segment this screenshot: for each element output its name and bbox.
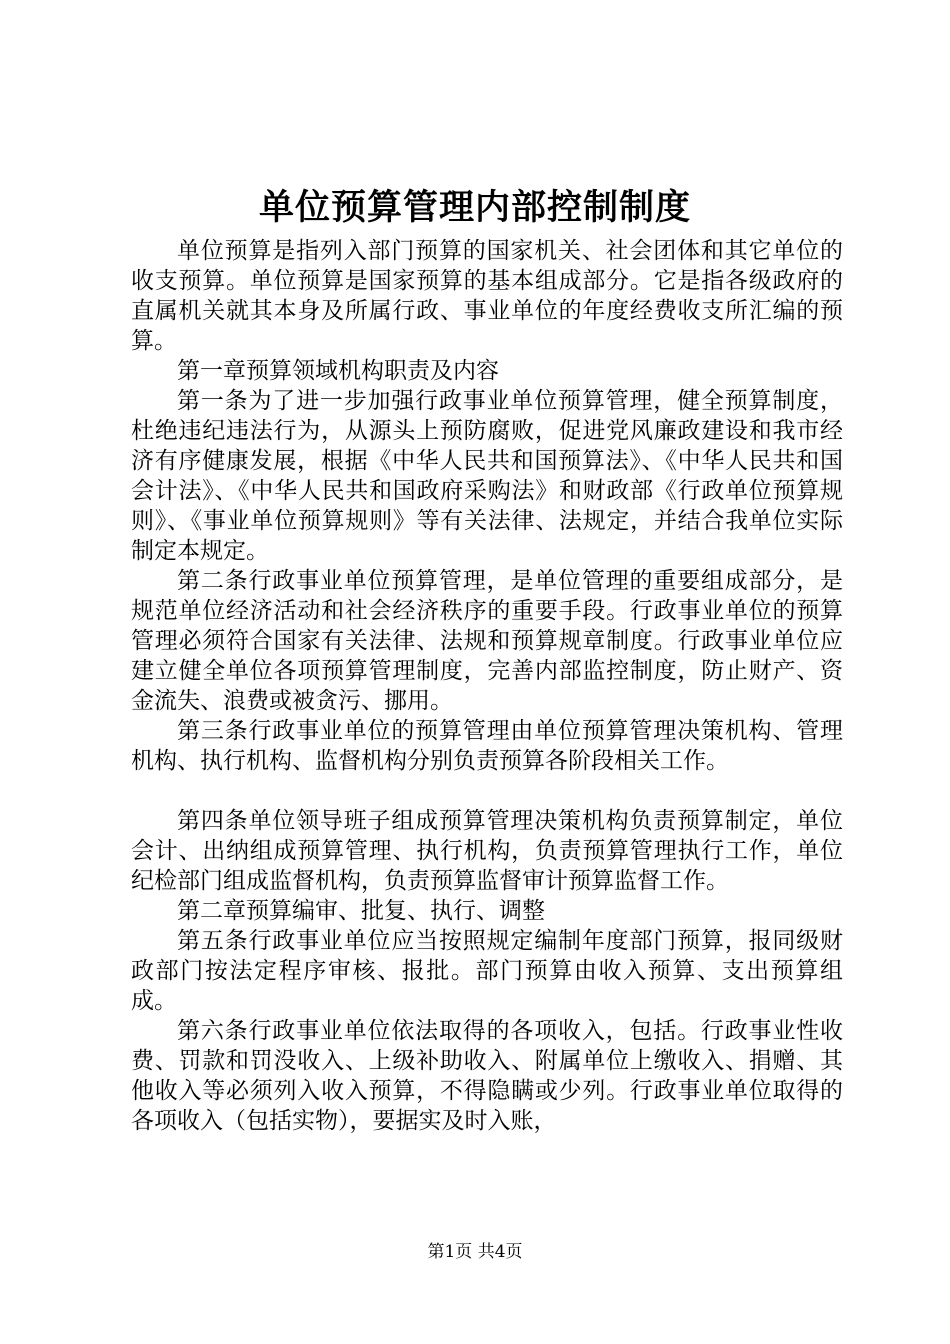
chapter-1-heading: 第一章预算领域机构职责及内容 xyxy=(177,358,499,384)
article-2-paragraph: 第二条行政事业单位预算管理，是单位管理的重要组成部分，是规范单位经济活动和社会经济秩序的重要手段。行政事业单位的预算管理必须符合国家有关法律、法规和预算规章制度。行政事业单位应建立健全单位各项预算管理制度，完善内部监控制度，防止财产、资金流失、浪费或被贪污、挪用。 xyxy=(131,568,843,714)
article-4-paragraph: 第四条单位领导班子组成预算管理决策机构负责预算制定，单位会计、出纳组成预算管理、执行机构，负责预算管理执行工作，单位纪检部门组成监督机构，负责预算监督审计预算监督工作。 xyxy=(131,808,843,894)
paragraph-spacer xyxy=(131,776,843,806)
chapter-2-heading: 第二章预算编审、批复、执行、调整 xyxy=(177,898,545,924)
article-5-paragraph: 第五条行政事业单位应当按照规定编制年度部门预算，报同级财政部门按法定程序审核、报批。部门预算由收入预算、支出预算组成。 xyxy=(131,928,843,1014)
document-title: 单位预算管理内部控制制度 xyxy=(258,187,691,228)
document-body xyxy=(131,236,843,1136)
article-1-paragraph: 第一条为了进一步加强行政事业单位预算管理，健全预算制度，杜绝违纪违法行为，从源头上预防腐败，促进党风廉政建设和我市经济有序健康发展，根据《中华人民共和国预算法》、《中华人民共和国会计法》、《中华人民共和国政府采购法》和财政部《行政单位预算规则》、《事业单位预算规则》等有关法律、法规定，并结合我单位实际制定本规定。 xyxy=(131,388,843,564)
intro-paragraph: 单位预算是指列入部门预算的国家机关、社会团体和其它单位的收支预算。单位预算是国家预算的基本组成部分。它是指各级政府的直属机关就其本身及所属行政、事业单位的年度经费收支所汇编的预算。 xyxy=(131,238,843,354)
article-3-paragraph: 第三条行政事业单位的预算管理由单位预算管理决策机构、管理机构、执行机构、监督机构分别负责预算各阶段相关工作。 xyxy=(131,718,843,774)
page-number-footer: 第1页 共4页 xyxy=(427,1242,523,1262)
article-6-paragraph: 第六条行政事业单位依法取得的各项收入，包括。行政事业性收费、罚款和罚没收入、上级补助收入、附属单位上缴收入、捐赠、其他收入等必须列入收入预算，不得隐瞒或少列。行政事业单位取得的各项收入（包括实物），要据实及时入账， xyxy=(131,1018,843,1134)
